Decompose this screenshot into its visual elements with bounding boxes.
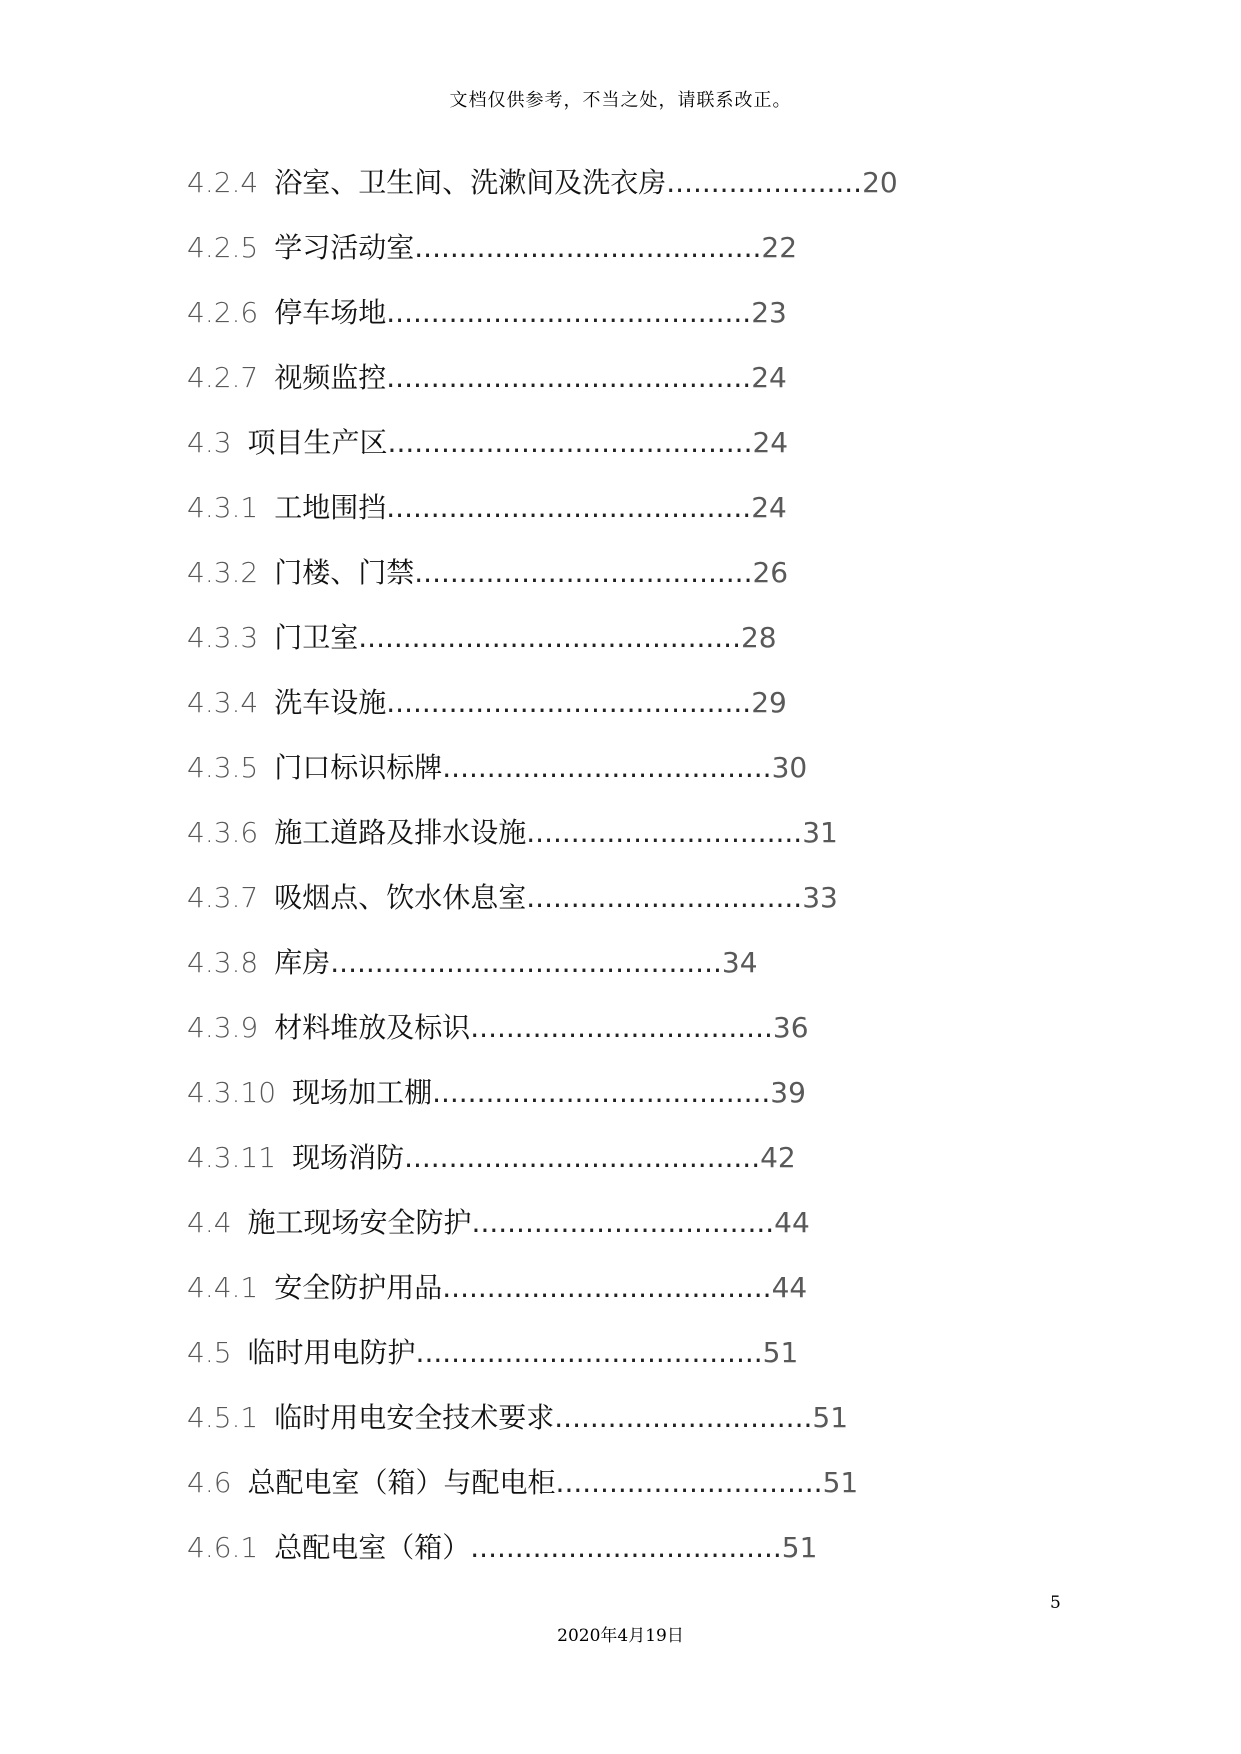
toc-entry[interactable] bbox=[187, 225, 947, 290]
toc-entry-leader: .................................. bbox=[471, 1206, 775, 1239]
toc-entry-title: 临时用电防护 bbox=[247, 1336, 416, 1369]
toc-entry-number: 4.3.7 bbox=[187, 881, 259, 914]
toc-entry-page: 42 bbox=[760, 1141, 796, 1174]
toc-entry-title: 浴室、卫生间、洗漱间及洗衣房 bbox=[274, 166, 667, 199]
toc-entry-number: 4.3.6 bbox=[187, 816, 259, 849]
toc-entry-number: 4.4 bbox=[187, 1206, 232, 1239]
toc-entry-title: 施工道路及排水设施 bbox=[274, 816, 527, 849]
toc-entry-leader: ...................................... bbox=[414, 556, 753, 589]
toc-entry[interactable] bbox=[187, 1460, 947, 1525]
toc-entry-title: 吸烟点、饮水休息室 bbox=[274, 881, 527, 914]
page-footer-date: 2020年4月19日 bbox=[557, 1626, 684, 1646]
toc-entry-page: 20 bbox=[862, 166, 898, 199]
toc-entry-number: 4.5.1 bbox=[187, 1401, 259, 1434]
toc-entry-number: 4.3.9 bbox=[187, 1011, 259, 1044]
table-of-contents bbox=[187, 160, 947, 1590]
toc-entry-page: 24 bbox=[751, 491, 787, 524]
toc-entry-page: 24 bbox=[752, 426, 789, 459]
toc-entry-number: 4.5 bbox=[187, 1336, 232, 1369]
toc-entry-title: 库房 bbox=[274, 946, 331, 979]
toc-entry[interactable] bbox=[187, 290, 947, 355]
toc-entry-leader: ...................................... bbox=[432, 1076, 771, 1109]
toc-entry[interactable] bbox=[187, 680, 947, 745]
toc-entry[interactable] bbox=[187, 1005, 947, 1070]
toc-entry-title: 门楼、门禁 bbox=[274, 556, 415, 589]
toc-entry-title: 现场消防 bbox=[292, 1141, 405, 1174]
toc-entry[interactable] bbox=[187, 1395, 947, 1460]
toc-entry-title: 洗车设施 bbox=[274, 686, 387, 719]
toc-entry[interactable] bbox=[187, 1525, 947, 1590]
toc-entry[interactable] bbox=[187, 1070, 947, 1135]
toc-entry[interactable] bbox=[187, 745, 947, 810]
toc-entry-leader: ..................................... bbox=[442, 751, 772, 784]
toc-entry-leader: ............................... bbox=[526, 881, 803, 914]
toc-entry-number: 4.2.4 bbox=[187, 166, 259, 199]
toc-entry-number: 4.3.11 bbox=[187, 1141, 277, 1174]
toc-entry-number: 4.3.1 bbox=[187, 491, 259, 524]
toc-entry[interactable] bbox=[187, 940, 947, 1005]
toc-entry-leader: ......................................... bbox=[386, 361, 752, 394]
toc-entry-title: 现场加工棚 bbox=[292, 1076, 433, 1109]
toc-entry-leader: ......................................... bbox=[386, 296, 752, 329]
toc-entry-number: 4.3.2 bbox=[187, 556, 259, 589]
toc-entry-leader: ...................... bbox=[666, 166, 863, 199]
toc-entry-title: 视频监控 bbox=[274, 361, 387, 394]
toc-entry-page: 26 bbox=[752, 556, 789, 589]
toc-entry-page: 30 bbox=[771, 751, 808, 784]
toc-entry-page: 23 bbox=[751, 296, 787, 329]
toc-entry[interactable] bbox=[187, 615, 947, 680]
toc-entry[interactable] bbox=[187, 1265, 947, 1330]
toc-entry-title: 施工现场安全防护 bbox=[247, 1206, 472, 1239]
toc-entry-title: 工地围挡 bbox=[274, 491, 387, 524]
toc-entry-leader: ............................................ bbox=[330, 946, 722, 979]
toc-entry-title: 门口标识标牌 bbox=[274, 751, 443, 784]
toc-entry[interactable] bbox=[187, 810, 947, 875]
toc-entry-number: 4.6 bbox=[187, 1466, 232, 1499]
toc-entry-leader: ....................................... bbox=[414, 231, 762, 264]
toc-entry-leader: ............................... bbox=[526, 816, 803, 849]
toc-entry-number: 4.3 bbox=[187, 426, 232, 459]
toc-entry-title: 总配电室（箱）与配电柜 bbox=[247, 1466, 556, 1499]
toc-entry[interactable] bbox=[187, 1330, 947, 1395]
toc-entry-leader: ................................... bbox=[470, 1531, 782, 1564]
toc-entry-page: 39 bbox=[770, 1076, 806, 1109]
toc-entry[interactable] bbox=[187, 1200, 947, 1265]
toc-entry-title: 停车场地 bbox=[274, 296, 387, 329]
toc-entry-title: 临时用电安全技术要求 bbox=[274, 1401, 555, 1434]
toc-entry-title: 门卫室 bbox=[274, 621, 359, 654]
toc-entry[interactable] bbox=[187, 1135, 947, 1200]
toc-entry-number: 4.2.6 bbox=[187, 296, 259, 329]
toc-entry[interactable] bbox=[187, 485, 947, 550]
toc-entry[interactable] bbox=[187, 355, 947, 420]
toc-entry-number: 4.4.1 bbox=[187, 1271, 259, 1304]
toc-entry-leader: .................................. bbox=[470, 1011, 773, 1044]
toc-entry-number: 4.3.8 bbox=[187, 946, 259, 979]
page-header: 文档仅供参考，不当之处，请联系改正。 bbox=[449, 90, 792, 111]
toc-entry-page: 51 bbox=[822, 1466, 859, 1499]
toc-entry-page: 44 bbox=[774, 1206, 810, 1239]
toc-entry-page: 29 bbox=[751, 686, 787, 719]
toc-entry-number: 4.2.5 bbox=[187, 231, 259, 264]
toc-entry-leader: ............................. bbox=[554, 1401, 813, 1434]
toc-entry-title: 总配电室（箱） bbox=[274, 1531, 471, 1564]
toc-entry-title: 项目生产区 bbox=[247, 426, 388, 459]
toc-entry[interactable] bbox=[187, 160, 947, 225]
toc-entry-page: 36 bbox=[772, 1011, 809, 1044]
toc-entry-title: 材料堆放及标识 bbox=[274, 1011, 471, 1044]
toc-entry-number: 4.3.3 bbox=[187, 621, 259, 654]
toc-entry-page: 24 bbox=[751, 361, 787, 394]
toc-entry-number: 4.3.4 bbox=[187, 686, 259, 719]
toc-entry-leader: ....................................... bbox=[415, 1336, 763, 1369]
toc-entry-page: 31 bbox=[802, 816, 838, 849]
toc-entry-page: 51 bbox=[781, 1531, 818, 1564]
toc-entry[interactable] bbox=[187, 420, 947, 485]
toc-entry-page: 33 bbox=[802, 881, 838, 914]
toc-entry-page: 51 bbox=[812, 1401, 849, 1434]
toc-entry-page: 34 bbox=[721, 946, 758, 979]
toc-entry-number: 4.6.1 bbox=[187, 1531, 259, 1564]
toc-entry[interactable] bbox=[187, 550, 947, 615]
toc-entry-number: 4.3.5 bbox=[187, 751, 259, 784]
toc-entry-leader: .............................. bbox=[555, 1466, 823, 1499]
toc-entry-leader: ..................................... bbox=[442, 1271, 772, 1304]
toc-entry-page: 28 bbox=[740, 621, 777, 654]
toc-entry[interactable] bbox=[187, 875, 947, 940]
toc-entry-title: 安全防护用品 bbox=[274, 1271, 443, 1304]
toc-entry-page: 51 bbox=[762, 1336, 799, 1369]
toc-entry-leader: ........................................... bbox=[358, 621, 741, 654]
toc-entry-title: 学习活动室 bbox=[274, 231, 415, 264]
toc-entry-page: 22 bbox=[761, 231, 798, 264]
toc-entry-leader: ........................................ bbox=[404, 1141, 761, 1174]
toc-entry-number: 4.2.7 bbox=[187, 361, 259, 394]
page-number: 5 bbox=[1050, 1593, 1061, 1613]
toc-entry-leader: ......................................... bbox=[386, 686, 752, 719]
toc-entry-number: 4.3.10 bbox=[187, 1076, 277, 1109]
toc-entry-leader: ......................................... bbox=[386, 491, 752, 524]
toc-entry-leader: ......................................... bbox=[387, 426, 753, 459]
toc-entry-page: 44 bbox=[771, 1271, 808, 1304]
